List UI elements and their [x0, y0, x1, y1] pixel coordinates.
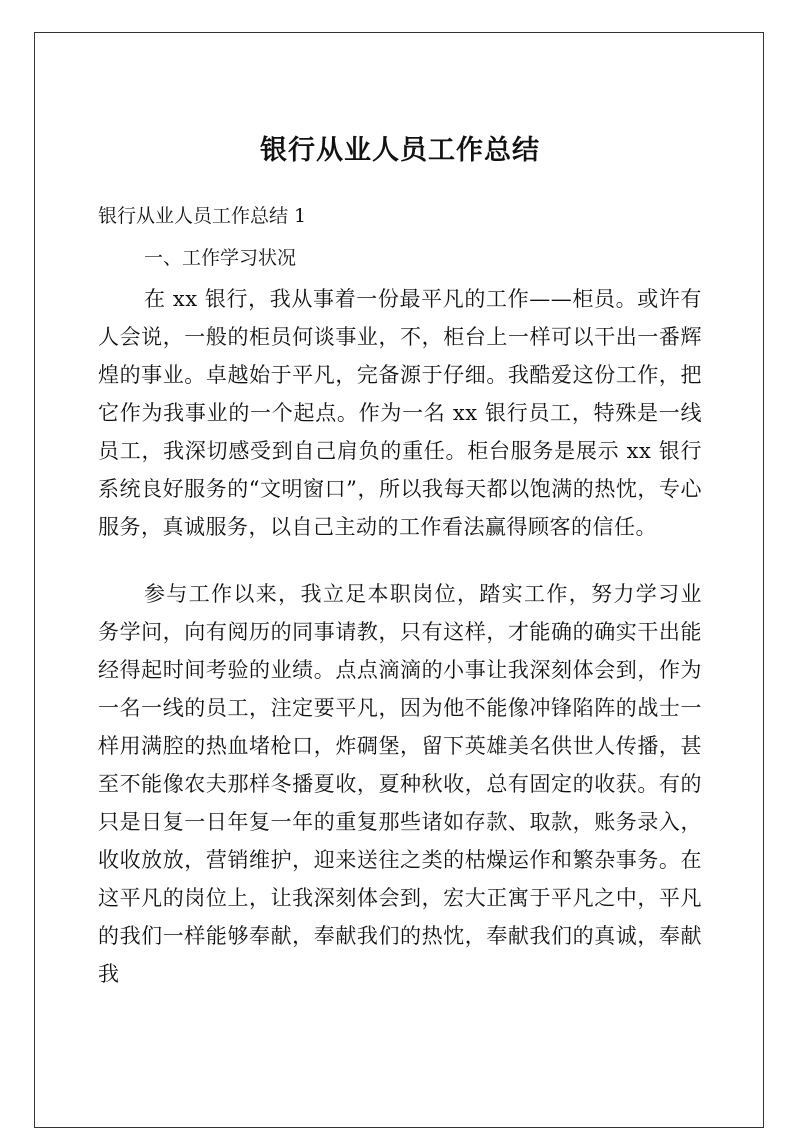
- document-subtitle: 银行从业人员工作总结 1: [98, 205, 307, 227]
- body-paragraph-1: 在 xx 银行，我从事着一份最平凡的工作——柜员。或许有人会说，一般的柜员何谈事业，不，柜台上一样可以干出一番辉煌的事业。卓越始于平凡，完备源于仔细。我酷爱这份工作，把它作为我事业的一个起点。作为一名 xx 银行员工，特殊是一线员工，我深切感受到自己肩负的重任。柜台服务是展示 xx 银行系统良好服务的“文明窗口”，所以我每天都以饱满的热忱，专心服务，真诚服务，以自己主动的工作看法赢得顾客的信任。: [98, 287, 702, 539]
- document-title: 银行从业人员工作总结: [260, 135, 540, 166]
- section-heading: 一、工作学习状况: [144, 247, 297, 269]
- body-paragraph-2: 参与工作以来，我立足本职岗位，踏实工作，努力学习业务学问，向有阅历的同事请教，只有这样，才能确的确实干出能经得起时间考验的业绩。点点滴滴的小事让我深刻体会到，作为一名一线的员工，注定要平凡，因为他不能像冲锋陷阵的战士一样用满腔的热血堵枪口，炸碉堡，留下英雄美名供世人传播，甚至不能像农夫那样冬播夏收，夏种秋收，总有固定的收获。有的只是日复一日年复一年的重复那些诸如存款、取款，账务录入，收收放放，营销维护，迎来送往之类的枯燥运作和繁杂事务。在这平凡的岗位上，让我深刻体会到，宏大正寓于平凡之中，平凡的我们一样能够奉献，奉献我们的热忱，奉献我们的真诚，奉献我: [98, 582, 702, 986]
